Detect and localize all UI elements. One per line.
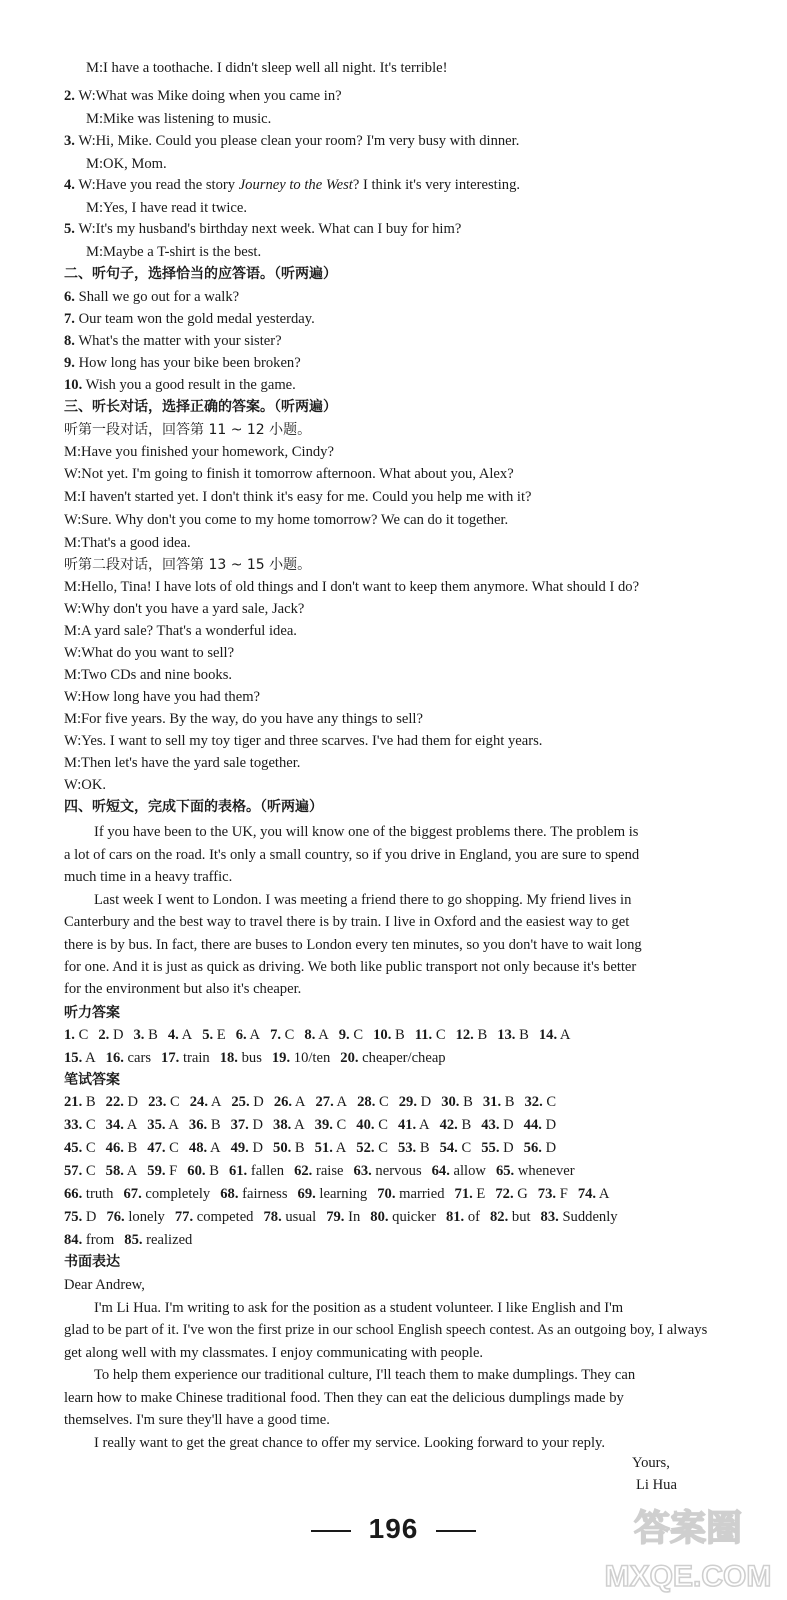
answer-item: 51. A	[314, 1140, 347, 1156]
line-text: M:Hello, Tina! I have lots of old things and I don't want to keep them anymore. What should I do?	[64, 579, 640, 595]
line-text: a lot of cars on the road. It's only a small country, so if you drive in England, you are sure to spend	[64, 847, 640, 863]
letter-line: get along well with my classmates. I enjoy communicating with people.	[64, 1345, 484, 1361]
answer-number: 68.	[220, 1186, 239, 1202]
line-text: M:Have you finished your homework, Cindy?	[64, 444, 334, 460]
answer-item: 50. B	[273, 1140, 305, 1156]
answer-item: 37. D	[230, 1117, 264, 1133]
answer-item: 8. A	[304, 1027, 329, 1043]
line-text: M:A yard sale? That's a wonderful idea.	[64, 623, 297, 639]
answer-number: 72.	[495, 1186, 514, 1202]
item-number: 5.	[64, 221, 75, 237]
answer-number: 75.	[64, 1209, 83, 1225]
answer-item: 70. married	[377, 1186, 445, 1202]
letter-line: I'm Li Hua. I'm writing to ask for the position as a student volunteer. I like English and I'm	[94, 1300, 624, 1316]
letter-line: To help them experience our traditional culture, I'll teach them to make dumplings. They can	[94, 1367, 636, 1383]
answer-item: 35. A	[147, 1117, 179, 1133]
answer-item: 49. D	[230, 1140, 264, 1156]
answer-item: 65. whenever	[495, 1163, 575, 1179]
line-text: much time in a heavy traffic.	[64, 869, 233, 885]
answer-item: 32. C	[524, 1094, 557, 1110]
transcript-line	[64, 86, 687, 106]
answer-item: 19. 10/ten	[271, 1050, 331, 1066]
line-text: M:I have a toothache. I didn't sleep well all night. It's terrible!	[86, 60, 448, 76]
answer-item: 13. B	[497, 1027, 529, 1043]
answer-number: 64.	[431, 1163, 450, 1179]
answer-number: 59.	[147, 1163, 166, 1179]
answer-item: 23. C	[148, 1094, 180, 1110]
answer-item: 21. B	[64, 1094, 96, 1110]
answer-number: 17.	[161, 1050, 180, 1066]
transcript-line	[64, 309, 687, 329]
line-text: M:That's a good idea.	[64, 535, 191, 551]
answer-item: 80. quicker	[370, 1209, 436, 1225]
answer-item: 38. A	[273, 1117, 305, 1133]
answer-number: 70.	[377, 1186, 396, 1202]
answer-item: 73. F	[537, 1186, 568, 1202]
answer-number: 62.	[294, 1163, 313, 1179]
answer-number: 84.	[64, 1232, 83, 1248]
answer-number: 18.	[219, 1050, 238, 1066]
section-heading: 四、听短文，完成下面的表格。（听两遍）	[64, 799, 323, 815]
answer-number: 55.	[481, 1140, 500, 1156]
line-text: W:Yes. I want to sell my toy tiger and three scarves. I've had them for eight years.	[64, 733, 543, 749]
watermark-top: 答案圈	[633, 1508, 743, 1549]
line-text: Last week I went to London. I was meeting a friend there to go shopping. My friend lives in	[94, 892, 632, 908]
answer-item: 41. A	[397, 1117, 430, 1133]
transcript-line	[86, 109, 687, 129]
answer-row	[64, 1138, 687, 1158]
answer-item: 68. fairness	[220, 1186, 288, 1202]
answer-row	[64, 1230, 687, 1250]
answer-item: 2. D	[98, 1027, 124, 1043]
page-number-dash-right	[436, 1530, 476, 1532]
answer-number: 29.	[398, 1094, 417, 1110]
answer-item: 31. B	[482, 1094, 515, 1110]
answer-number: 78.	[263, 1209, 282, 1225]
line-text: W:It's my husband's birthday next week. What can I buy for him?	[74, 221, 462, 237]
answer-number: 15.	[64, 1050, 83, 1066]
answer-number: 53.	[397, 1140, 417, 1156]
answer-item: 59. F	[147, 1163, 178, 1179]
transcript-line	[86, 58, 687, 78]
answer-number: 6.	[235, 1027, 247, 1043]
answer-number: 40.	[356, 1117, 375, 1133]
transcript-line	[64, 709, 687, 729]
line-text: W:Not yet. I'm going to finish it tomorrow afternoon. What about you, Alex?	[64, 466, 514, 482]
answer-item: 64. allow	[431, 1163, 486, 1179]
transcript-line	[64, 577, 687, 597]
answer-row	[64, 1115, 687, 1135]
transcript-line	[64, 775, 687, 795]
instruction-line: 听第二段对话，回答第 13 ~ 15 小题。	[64, 557, 312, 573]
line-text: Our team won the gold medal yesterday.	[74, 311, 315, 327]
answer-number: 31.	[482, 1094, 502, 1110]
transcript-line	[64, 665, 687, 685]
transcript-line	[64, 464, 687, 484]
answer-number: 36.	[188, 1117, 208, 1133]
answer-number: 26.	[273, 1094, 293, 1110]
letter-line: glad to be part of it. I've won the first prize in our school English speech contest. As an outgoing boy, I always	[64, 1322, 708, 1338]
answer-number: 74.	[577, 1186, 597, 1202]
answer-row	[64, 1161, 687, 1181]
written-answers-heading: 笔试答案	[64, 1072, 120, 1088]
answer-number: 44.	[523, 1117, 542, 1133]
letter-greeting: Dear Andrew,	[64, 1277, 145, 1293]
line-text: for one. And it is just as quick as driving. We both like public transport not only because it's better	[64, 959, 637, 975]
letter-closing: Yours,	[632, 1455, 670, 1471]
item-number: 6.	[64, 289, 75, 305]
answer-item: 27. A	[315, 1094, 348, 1110]
answer-row	[64, 1048, 687, 1068]
answer-item: 7. C	[270, 1027, 295, 1043]
transcript-line	[86, 154, 687, 174]
answer-number: 21.	[64, 1094, 83, 1110]
answer-number: 38.	[273, 1117, 292, 1133]
answer-number: 73.	[537, 1186, 557, 1202]
answer-item: 1. C	[64, 1027, 89, 1043]
answer-number: 22.	[105, 1094, 124, 1110]
answer-number: 4.	[167, 1027, 179, 1043]
answer-item: 17. train	[161, 1050, 210, 1066]
answer-item: 57. C	[64, 1163, 96, 1179]
line-text: ? I think it's very interesting.	[352, 177, 521, 193]
transcript-line	[64, 845, 692, 865]
item-number: 2.	[64, 88, 75, 104]
answer-number: 10.	[373, 1027, 392, 1043]
answer-item: 3. B	[133, 1027, 158, 1043]
answer-item: 9. C	[338, 1027, 364, 1043]
answer-item: 10. B	[373, 1027, 405, 1043]
answer-number: 47.	[147, 1140, 166, 1156]
line-text: M:Then let's have the yard sale together.	[64, 755, 301, 771]
line-text: M:Yes, I have read it twice.	[86, 200, 248, 216]
answer-item: 53. B	[397, 1140, 430, 1156]
item-number: 3.	[64, 133, 75, 149]
section-heading: 三、听长对话，选择正确的答案。（听两遍）	[64, 399, 337, 415]
answer-item: 61. fallen	[228, 1163, 285, 1179]
watermark-logo	[595, 1498, 781, 1594]
page-number-dash-left	[311, 1530, 351, 1532]
transcript-line	[64, 957, 692, 977]
item-number: 4.	[64, 177, 75, 193]
answer-number: 48.	[188, 1140, 208, 1156]
book-title: Journey to the West	[238, 177, 353, 193]
answer-item: 79. In	[326, 1209, 361, 1225]
answer-item: 20. cheaper/cheap	[340, 1050, 446, 1066]
answer-number: 37.	[230, 1117, 249, 1133]
transcript-line	[64, 353, 687, 373]
answer-number: 28.	[357, 1094, 376, 1110]
answer-number: 12.	[455, 1027, 474, 1043]
answer-item: 77. competed	[174, 1209, 254, 1225]
line-text: W:Why don't you have a yard sale, Jack?	[64, 601, 305, 617]
transcript-line	[64, 643, 687, 663]
transcript-line	[64, 935, 692, 955]
answer-row	[64, 1025, 687, 1045]
answer-number: 46.	[105, 1140, 124, 1156]
answer-item: 74. A	[577, 1186, 610, 1202]
answer-row	[64, 1092, 687, 1112]
answer-item: 34. A	[105, 1117, 138, 1133]
answer-item: 24. A	[189, 1094, 222, 1110]
answer-item: 71. E	[454, 1186, 486, 1202]
answer-number: 50.	[273, 1140, 292, 1156]
letter-line: I really want to get the great chance to offer my service. Looking forward to your reply.	[94, 1435, 605, 1451]
letter-line: themselves. I'm sure they'll have a good time.	[64, 1412, 330, 1428]
answer-item: 84. from	[64, 1232, 115, 1248]
line-text: there is by bus. In fact, there are buses to London every ten minutes, so you don't have to wait long	[64, 937, 642, 953]
answer-number: 69.	[297, 1186, 316, 1202]
watermark-bottom: MXQE.COM	[604, 1560, 772, 1593]
transcript-line	[64, 753, 687, 773]
line-text: Wish you a good result in the game.	[82, 377, 296, 393]
answer-number: 66.	[64, 1186, 83, 1202]
answer-number: 25.	[231, 1094, 250, 1110]
answer-item: 11. C	[414, 1027, 446, 1043]
transcript-line	[64, 331, 687, 351]
answer-item: 78. usual	[263, 1209, 317, 1225]
transcript-line	[64, 131, 687, 151]
answer-item: 6. A	[235, 1027, 261, 1043]
answer-item: 66. truth	[64, 1186, 114, 1202]
answer-item: 62. raise	[294, 1163, 344, 1179]
answer-number: 63.	[353, 1163, 372, 1179]
answer-number: 34.	[105, 1117, 124, 1133]
answer-number: 32.	[524, 1094, 543, 1110]
answer-item: 42. B	[439, 1117, 472, 1133]
answer-number: 76.	[106, 1209, 125, 1225]
answer-item: 43. D	[481, 1117, 514, 1133]
answer-item: 30. B	[441, 1094, 473, 1110]
answer-number: 8.	[304, 1027, 316, 1043]
answer-row	[64, 1184, 687, 1204]
answer-item: 83. Suddenly	[540, 1209, 618, 1225]
answer-number: 11.	[414, 1027, 433, 1043]
transcript-line	[64, 442, 687, 462]
transcript-line	[64, 621, 687, 641]
answer-item: 5. E	[202, 1027, 226, 1043]
answer-number: 7.	[270, 1027, 282, 1043]
answer-number: 49.	[230, 1140, 249, 1156]
answer-number: 14.	[538, 1027, 558, 1043]
answer-number: 9.	[338, 1027, 350, 1043]
line-text: W:Have you read the story	[74, 177, 239, 193]
answer-item: 48. A	[188, 1140, 221, 1156]
instruction-line: 听第一段对话，回答第 11 ~ 12 小题。	[64, 422, 312, 438]
answer-item: 29. D	[398, 1094, 432, 1110]
answer-number: 39.	[314, 1117, 333, 1133]
answer-number: 16.	[105, 1050, 124, 1066]
transcript-line	[64, 175, 687, 195]
line-text: W:What was Mike doing when you came in?	[74, 88, 342, 104]
transcript-line	[64, 533, 687, 553]
transcript-line	[64, 287, 687, 307]
answer-item: 81. of	[445, 1209, 480, 1225]
answer-number: 54.	[439, 1140, 458, 1156]
answer-number: 65.	[495, 1163, 515, 1179]
transcript-line	[86, 242, 687, 262]
transcript-line	[64, 912, 692, 932]
transcript-line	[94, 822, 692, 842]
line-text: W:OK.	[64, 777, 107, 793]
answer-item: 54. C	[439, 1140, 472, 1156]
transcript-line	[64, 731, 687, 751]
line-text: Shall we go out for a walk?	[74, 289, 240, 305]
answer-item: 60. B	[187, 1163, 219, 1179]
answer-number: 81.	[445, 1209, 465, 1225]
answer-number: 71.	[454, 1186, 473, 1202]
answer-item: 14. A	[538, 1027, 571, 1043]
answer-item: 15. A	[64, 1050, 96, 1066]
answer-item: 40. C	[356, 1117, 388, 1133]
answer-number: 58.	[105, 1163, 124, 1179]
item-number: 8.	[64, 333, 75, 349]
answer-item: 46. B	[105, 1140, 138, 1156]
answer-item: 36. B	[188, 1117, 221, 1133]
answer-item: 67. completely	[123, 1186, 211, 1202]
answer-number: 57.	[64, 1163, 83, 1179]
letter-signature: Li Hua	[636, 1477, 677, 1493]
line-text: How long has your bike been broken?	[74, 355, 301, 371]
line-text: M:For five years. By the way, do you have any things to sell?	[64, 711, 423, 727]
letter-line: learn how to make Chinese traditional food. Then they can eat the delicious dumplings made by	[64, 1390, 624, 1406]
answer-number: 33.	[64, 1117, 83, 1133]
answer-item: 33. C	[64, 1117, 96, 1133]
transcript-line	[64, 487, 687, 507]
listening-answers-heading: 听力答案	[64, 1005, 120, 1021]
answer-item: 63. nervous	[353, 1163, 422, 1179]
answer-number: 83.	[540, 1209, 559, 1225]
answer-number: 45.	[64, 1140, 83, 1156]
answer-item: 16. cars	[105, 1050, 152, 1066]
transcript-line	[64, 687, 687, 707]
line-text: W:Sure. Why don't you come to my home tomorrow? We can do it together.	[64, 512, 509, 528]
answer-number: 20.	[340, 1050, 359, 1066]
answer-number: 52.	[356, 1140, 375, 1156]
item-number: 9.	[64, 355, 75, 371]
transcript-line	[94, 890, 692, 910]
answer-item: 55. D	[481, 1140, 514, 1156]
answer-number: 85.	[124, 1232, 143, 1248]
transcript-line	[64, 867, 692, 887]
line-text: What's the matter with your sister?	[74, 333, 282, 349]
answer-number: 60.	[187, 1163, 206, 1179]
answer-number: 5.	[202, 1027, 214, 1043]
answer-item: 25. D	[231, 1094, 264, 1110]
answer-number: 80.	[370, 1209, 389, 1225]
answer-number: 51.	[314, 1140, 333, 1156]
answer-item: 22. D	[105, 1094, 139, 1110]
answer-item: 82. but	[490, 1209, 531, 1225]
answer-number: 24.	[189, 1094, 208, 1110]
answer-number: 56.	[523, 1140, 542, 1156]
answer-number: 3.	[133, 1027, 145, 1043]
answer-item: 56. D	[523, 1140, 557, 1156]
answer-item: 12. B	[455, 1027, 488, 1043]
answer-item: 52. C	[356, 1140, 388, 1156]
line-text: M:Maybe a T-shirt is the best.	[86, 244, 262, 260]
line-text: M:Mike was listening to music.	[86, 111, 272, 127]
line-text: W:What do you want to sell?	[64, 645, 235, 661]
answer-number: 2.	[98, 1027, 110, 1043]
transcript-line	[64, 599, 687, 619]
transcript-line	[64, 219, 687, 239]
answer-number: 67.	[123, 1186, 142, 1202]
answer-number: 27.	[315, 1094, 334, 1110]
line-text: If you have been to the UK, you will know one of the biggest problems there. The problem is	[94, 824, 639, 840]
answer-number: 23.	[148, 1094, 167, 1110]
answer-number: 82.	[490, 1209, 509, 1225]
answer-item: 44. D	[523, 1117, 557, 1133]
answer-item: 72. G	[495, 1186, 528, 1202]
answer-number: 42.	[439, 1117, 458, 1133]
item-number: 7.	[64, 311, 75, 327]
transcript-line	[64, 979, 692, 999]
answer-item: 45. C	[64, 1140, 96, 1156]
transcript-line	[86, 198, 687, 218]
answer-item: 4. A	[167, 1027, 193, 1043]
answer-number: 19.	[271, 1050, 291, 1066]
item-number: 10.	[64, 377, 83, 393]
line-text: Canterbury and the best way to travel there is by train. I live in Oxford and the easiest way to get	[64, 914, 630, 930]
answer-item: 75. D	[64, 1209, 97, 1225]
section-heading: 二、听句子，选择恰当的应答语。（听两遍）	[64, 266, 337, 282]
answer-number: 61.	[228, 1163, 248, 1179]
answer-item: 85. realized	[124, 1232, 193, 1248]
answer-number: 13.	[497, 1027, 516, 1043]
page-number-text: 196	[368, 1513, 419, 1544]
answer-row	[64, 1207, 687, 1227]
transcript-line	[64, 510, 687, 530]
answer-number: 30.	[441, 1094, 460, 1110]
answer-number: 77.	[174, 1209, 194, 1225]
transcript-line	[64, 375, 687, 395]
line-text: for the environment but also it's cheaper.	[64, 981, 302, 997]
answer-item: 26. A	[273, 1094, 306, 1110]
line-text: W:How long have you had them?	[64, 689, 261, 705]
answer-number: 35.	[147, 1117, 166, 1133]
answer-number: 41.	[397, 1117, 417, 1133]
answer-number: 1.	[64, 1027, 75, 1043]
answer-item: 47. C	[147, 1140, 179, 1156]
line-text: M:OK, Mom.	[86, 156, 167, 172]
line-text: M:I haven't started yet. I don't think it's easy for me. Could you help me with it?	[64, 489, 532, 505]
answer-item: 69. learning	[297, 1186, 368, 1202]
answer-item: 58. A	[105, 1163, 138, 1179]
answer-item: 76. lonely	[106, 1209, 165, 1225]
line-text: W:Hi, Mike. Could you please clean your room? I'm very busy with dinner.	[74, 133, 520, 149]
answer-item: 39. C	[314, 1117, 347, 1133]
line-text: M:Two CDs and nine books.	[64, 667, 233, 683]
answer-number: 79.	[326, 1209, 345, 1225]
answer-number: 43.	[481, 1117, 500, 1133]
answer-item: 18. bus	[219, 1050, 262, 1066]
answer-item: 28. C	[357, 1094, 389, 1110]
writing-heading: 书面表达	[64, 1254, 120, 1270]
